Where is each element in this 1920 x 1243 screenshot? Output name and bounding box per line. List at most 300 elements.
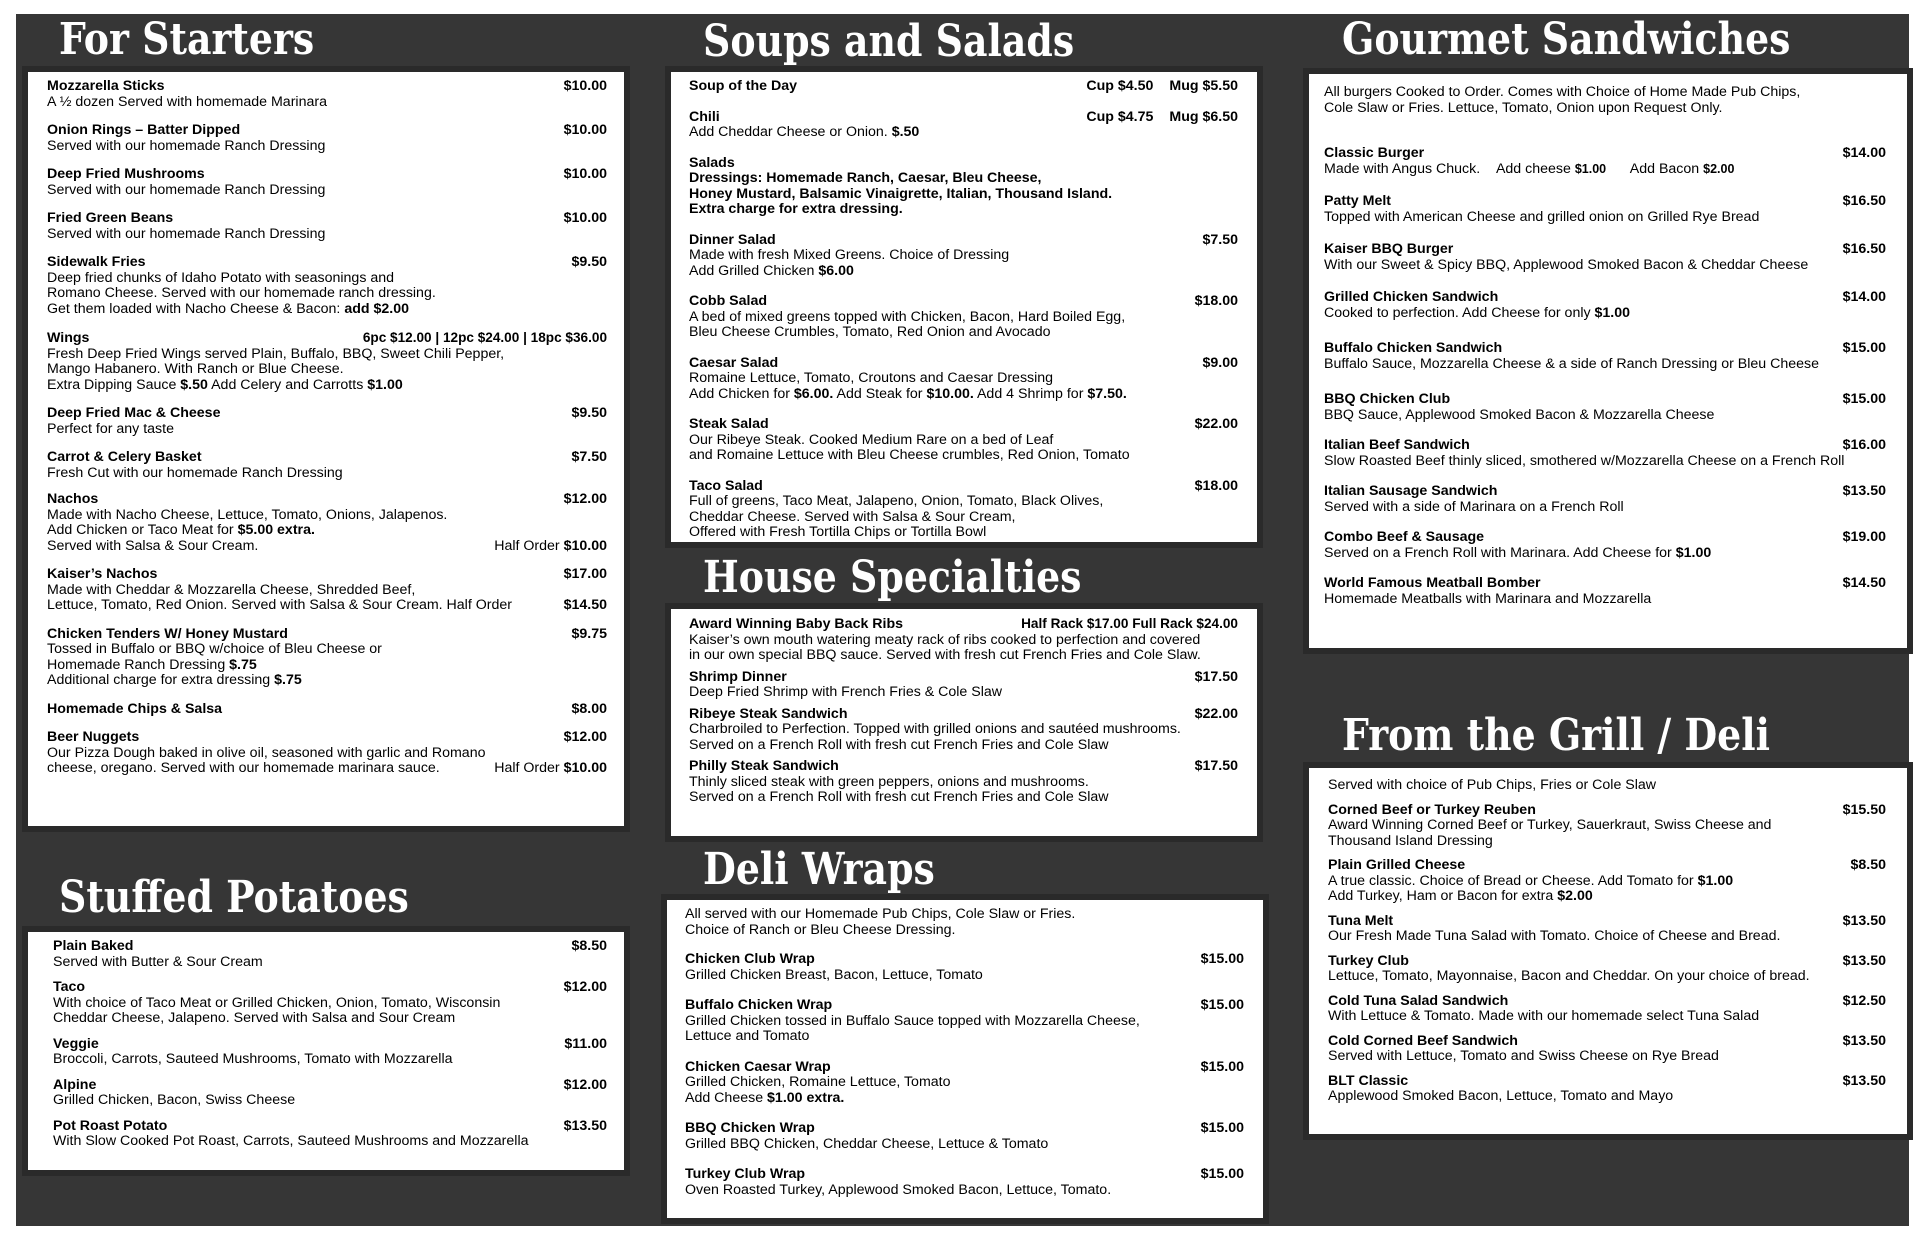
menu-item <box>685 1121 1244 1152</box>
grill-panel <box>1309 768 1907 1134</box>
item-description: Served with our homemade Ranch Dressing <box>47 181 326 198</box>
item-row <box>689 707 1238 723</box>
item-description-line <box>53 1052 607 1068</box>
half-order-label: Half Order <box>494 760 560 776</box>
item-price: $13.50 <box>1842 912 1886 929</box>
item-name: Plain Grilled Cheese <box>1328 857 1466 873</box>
item-price: $13.50 <box>1842 1072 1886 1089</box>
menu-item <box>1328 914 1886 945</box>
item-row <box>47 492 607 508</box>
item-description-line <box>47 95 607 111</box>
section-title-potatoes: Stuffed Potatoes <box>59 872 409 923</box>
menu-item <box>47 123 607 154</box>
item-name: Nachos <box>47 491 99 507</box>
item-addon-price: $1.00 <box>367 376 403 393</box>
item-price: $10.00 <box>563 210 607 226</box>
item-name: Sidewalk Fries <box>47 254 146 270</box>
sandwiches-panel <box>1309 74 1907 648</box>
item-row <box>1324 484 1886 500</box>
menu-item <box>47 211 607 242</box>
soups-panel <box>671 72 1257 542</box>
soup-of-day-row <box>689 79 1238 95</box>
item-description: Buffalo Sauce, Mozzarella Cheese & a side of Ranch Dressing or Bleu Cheese <box>1324 355 1819 372</box>
item-description: BBQ Sauce, Applewood Smoked Bacon & Mozzarella Cheese <box>1324 406 1715 423</box>
item-description: Topped with American Cheese and grilled onion on Grilled Rye Bread <box>1324 208 1760 225</box>
section-title-wraps: Deli Wraps <box>703 844 935 895</box>
item-name: Award Winning Baby Back Ribs <box>689 616 904 632</box>
sandwiches-intro: All burgers Cooked to Order. Comes with Choice of Home Made Pub Chips, Cole Slaw or Fries. Lettuce, Tomato, Onion upon Request Only. <box>1324 84 1801 116</box>
item-price: $15.50 <box>1842 801 1886 818</box>
item-description: Slow Roasted Beef thinly sliced, smothered w/Mozzarella Cheese on a French Roll <box>1324 452 1845 469</box>
item-description: Served with a side of Marinara on a French Roll <box>1324 498 1624 515</box>
item-name: Shrimp Dinner <box>689 668 787 685</box>
item-price: $8.50 <box>571 938 607 954</box>
item-row <box>689 479 1238 495</box>
item-price: $17.00 <box>563 566 607 582</box>
item-description: Grilled Chicken Breast, Bacon, Lettuce, Tomato <box>685 966 983 983</box>
item-description: Award Winning Corned Beef or Turkey, Sauerkraut, Swiss Cheese and Thousand Island Dressing <box>1328 817 1772 849</box>
item-addon-line <box>47 658 607 674</box>
item-addon: Add Chicken for <box>689 385 790 402</box>
item-name: BBQ Chicken Club <box>1324 391 1451 407</box>
menu-item <box>1324 392 1886 423</box>
item-row <box>47 255 607 271</box>
chili-item <box>689 110 1238 141</box>
item-addon: Homemade Ranch Dressing <box>47 656 226 673</box>
item-description-line <box>47 227 607 243</box>
item-description: Fresh Cut with our homemade Ranch Dressing <box>47 464 343 481</box>
item-name: Patty Melt <box>1324 193 1392 209</box>
item-description-line <box>47 271 607 302</box>
menu-item <box>689 233 1238 280</box>
item-price: $15.00 <box>1200 1058 1244 1075</box>
item-price: $22.00 <box>1194 416 1238 432</box>
item-description-line <box>1324 592 1886 608</box>
item-name: Carrot & Celery Basket <box>47 449 202 465</box>
item-description-line <box>1324 357 1886 373</box>
menu-item <box>1328 1074 1886 1105</box>
item-description-line <box>1328 874 1886 890</box>
item-name: Buffalo Chicken Wrap <box>685 997 833 1013</box>
item-addon-price: $6.00. <box>793 385 834 402</box>
item-row <box>1324 392 1886 408</box>
item-row <box>47 79 607 95</box>
menu-item <box>47 567 607 614</box>
item-description-line <box>689 685 1238 701</box>
item-price: $12.50 <box>1842 992 1886 1009</box>
item-price: $13.50 <box>1842 1032 1886 1049</box>
item-name: Ribeye Steak Sandwich <box>689 705 848 722</box>
menu-item <box>1324 194 1886 225</box>
item-name: Fried Green Beans <box>47 210 174 226</box>
item-name: Italian Sausage Sandwich <box>1324 483 1498 499</box>
item-price: $16.00 <box>1842 437 1886 453</box>
item-description-line <box>689 310 1238 341</box>
item-description: Made with Nacho Cheese, Lettuce, Tomato, Onions, Jalapenos. <box>47 506 448 523</box>
item-description-line <box>1328 969 1886 985</box>
item-row <box>47 167 607 183</box>
item-addon-line <box>1328 889 1886 905</box>
item-row <box>685 1167 1244 1183</box>
item-description: Oven Roasted Turkey, Applewood Smoked Bacon, Lettuce, Tomato. <box>685 1181 1112 1198</box>
item-addon-price: $2.00 <box>1557 888 1593 904</box>
item-row <box>689 670 1238 686</box>
wraps-intro: All served with our Homemade Pub Chips, Cole Slaw or Fries. Choice of Ranch or Bleu Cheese Dressing. <box>685 906 1076 938</box>
menu-item <box>1328 994 1886 1025</box>
item-description-line <box>47 422 607 438</box>
item-name: Taco <box>53 979 86 995</box>
item-description: Broccoli, Carrots, Sauteed Mushrooms, Tomato with Mozzarella <box>53 1051 453 1067</box>
menu-board <box>16 14 1909 1226</box>
item-row <box>1324 438 1886 454</box>
item-description: Served with our homemade Ranch Dressing <box>47 137 326 154</box>
item-description-line <box>1324 306 1886 322</box>
item-row <box>47 627 607 643</box>
section-title-soups: Soups and Salads <box>703 16 1075 67</box>
item-description: With our Sweet & Spicy BBQ, Applewood Smoked Bacon & Cheddar Cheese <box>1324 256 1809 273</box>
item-description: Grilled Chicken, Bacon, Swiss Cheese <box>53 1092 296 1108</box>
item-description: Made with Cheddar & Mozzarella Cheese, Shredded Beef, <box>47 581 416 598</box>
item-description: cheese, oregano. Served with our homemade marinara sauce. <box>47 760 440 776</box>
item-addon-price: $6.00 <box>818 262 854 279</box>
item-row <box>1328 803 1886 819</box>
menu-item <box>1328 1034 1886 1065</box>
item-price: $17.50 <box>1194 668 1238 685</box>
item-price: $8.00 <box>571 700 607 717</box>
menu-item <box>47 627 607 689</box>
item-addon: Additional charge for extra dressing <box>47 672 271 688</box>
item-price: $7.50 <box>571 449 607 465</box>
item-description: With choice of Taco Meat or Grilled Chicken, Onion, Tomato, Wisconsin Cheddar Cheese, Jalapeno. Served with Salsa and Sour Cream <box>53 994 501 1026</box>
menu-item <box>689 616 1238 664</box>
item-addon-price: $.75 <box>274 672 302 688</box>
item-row <box>1324 242 1886 258</box>
item-half-line <box>47 598 607 614</box>
item-description: With Slow Cooked Pot Roast, Carrots, Sauteed Mushrooms and Mozzarella <box>53 1133 529 1149</box>
item-row <box>689 616 1238 633</box>
specialties-panel <box>671 609 1257 836</box>
item-description: Cooked to perfection. Add Cheese for only <box>1324 304 1591 321</box>
item-price: $15.00 <box>1200 1120 1244 1136</box>
menu-item <box>1328 858 1886 905</box>
item-description: Deep fried chunks of Idaho Potato with seasonings and Romano Cheese. Served with our homemade ranch dressing. <box>47 269 436 301</box>
wraps-panel <box>667 900 1263 1218</box>
item-description-line <box>47 642 607 658</box>
item-row <box>1324 290 1886 306</box>
menu-item <box>47 330 607 393</box>
item-description-line <box>53 1093 607 1109</box>
menu-item <box>689 759 1238 806</box>
item-description: Grilled Chicken tossed in Buffalo Sauce topped with Mozzarella Cheese, Lettuce and Tomato <box>685 1012 1140 1044</box>
item-description-line <box>689 722 1238 753</box>
item-name: Soup of the Day <box>689 78 797 94</box>
half-order-label: Half Order <box>494 537 560 554</box>
item-row <box>689 417 1238 433</box>
item-row <box>689 294 1238 310</box>
item-row <box>1324 576 1886 592</box>
item-name: Deep Fried Mac & Cheese <box>47 405 221 421</box>
item-addon: Add Grilled Chicken <box>689 262 815 279</box>
menu-item <box>1324 146 1886 177</box>
item-row <box>53 1119 607 1135</box>
menu-item <box>1324 484 1886 515</box>
item-addon: Add Steak for <box>836 385 923 402</box>
item-addon: Add Chicken or Taco Meat for <box>47 522 234 538</box>
item-addon-price: $.50 <box>891 124 920 140</box>
item-addon-line <box>47 523 607 539</box>
item-addon: Add 4 Shrimp for <box>976 385 1084 402</box>
item-price: 6pc $12.00 | 12pc $24.00 | 18pc $36.00 <box>362 330 607 345</box>
item-description: Homemade Meatballs with Marinara and Mozzarella <box>1324 590 1652 607</box>
item-name: Onion Rings – Batter Dipped <box>47 122 241 138</box>
item-price: $9.00 <box>1202 354 1238 371</box>
menu-item <box>689 294 1238 341</box>
item-price: $18.00 <box>1194 477 1238 494</box>
item-name: Salads <box>689 154 735 171</box>
item-half-line <box>47 539 607 555</box>
item-price: $13.50 <box>1842 483 1886 499</box>
item-addon-price: $.75 <box>229 656 257 673</box>
item-row <box>1328 954 1886 970</box>
caesar-addons <box>689 387 1238 403</box>
item-name: Cold Tuna Salad Sandwich <box>1328 992 1509 1009</box>
item-description-line <box>47 139 607 155</box>
item-description-line <box>685 1014 1244 1045</box>
item-description-line <box>1328 1049 1886 1065</box>
half-order-price: $14.50 <box>563 597 607 613</box>
item-price: Cup $4.50 <box>1086 78 1154 94</box>
item-name: Kaiser’s Nachos <box>47 566 158 582</box>
item-name: Pot Roast Potato <box>53 1117 168 1134</box>
addon-cheese-label: Add cheese <box>1495 160 1571 177</box>
menu-item <box>689 707 1238 754</box>
item-price: $9.50 <box>571 405 607 421</box>
menu-item <box>47 450 607 481</box>
item-addon-line <box>47 673 607 689</box>
item-description: Lettuce, Tomato, Red Onion. Served with Salsa & Sour Cream. Half Order <box>47 597 512 613</box>
item-name: Turkey Club <box>1328 952 1409 969</box>
item-name: Italian Beef Sandwich <box>1324 437 1470 453</box>
item-addon-price: $.50 <box>180 376 208 393</box>
item-description-line <box>1324 408 1886 424</box>
item-name: Steak Salad <box>689 416 769 432</box>
menu-item <box>47 406 607 437</box>
item-description-line <box>47 466 607 482</box>
dressings-list: Dressings: Homemade Ranch, Caesar, Bleu Cheese, Honey Mustard, Balsamic Vinaigrette, Italian, Thousand Island. Extra charge for extra dressing. <box>689 170 1113 217</box>
item-description-line <box>47 183 607 199</box>
item-description-line <box>689 433 1238 464</box>
item-description-line <box>1324 210 1886 226</box>
item-row <box>1328 1034 1886 1050</box>
menu-item <box>53 980 607 1027</box>
item-row <box>685 952 1244 968</box>
menu-item <box>685 1167 1244 1198</box>
item-row <box>53 1037 607 1053</box>
menu-item <box>53 1119 607 1150</box>
item-addon-price: $5.00 extra. <box>237 522 315 538</box>
item-name: Corned Beef or Turkey Reuben <box>1328 801 1536 818</box>
item-description: A ½ dozen Served with homemade Marinara <box>47 93 327 110</box>
item-addon-line <box>47 378 607 394</box>
item-description-line <box>1324 454 1886 470</box>
item-price: $7.50 <box>1202 231 1238 248</box>
item-price: $15.00 <box>1200 997 1244 1013</box>
item-description-line <box>685 968 1244 984</box>
item-description-line <box>1328 1089 1886 1105</box>
item-addon-price: $1.00 extra. <box>767 1089 845 1106</box>
item-description-line <box>53 955 607 971</box>
grill-intro: Served with choice of Pub Chips, Fries or Cole Slaw <box>1328 777 1657 793</box>
item-row <box>689 759 1238 775</box>
item-description-line <box>685 1183 1244 1199</box>
item-price: $12.00 <box>563 979 607 995</box>
item-half-line <box>47 761 607 777</box>
item-description-line <box>689 248 1238 264</box>
item-description-line <box>1324 500 1886 516</box>
item-description: Deep Fried Shrimp with French Fries & Cole Slaw <box>689 684 1003 700</box>
item-description-line <box>689 775 1238 806</box>
item-price: $10.00 <box>563 78 607 94</box>
menu-item <box>685 1060 1244 1107</box>
item-name: Tuna Melt <box>1328 912 1394 929</box>
item-description-line <box>685 1137 1244 1153</box>
item-row <box>53 980 607 996</box>
item-row <box>47 702 607 718</box>
menu-item <box>1328 954 1886 985</box>
half-order-price: $10.00 <box>563 760 607 776</box>
menu-item <box>1324 530 1886 561</box>
item-row <box>47 330 607 347</box>
menu-item <box>47 167 607 198</box>
addon-bacon-label: Add Bacon <box>1629 160 1700 177</box>
item-name: Buffalo Chicken Sandwich <box>1324 340 1503 356</box>
item-description-line <box>689 371 1238 387</box>
item-price: $13.50 <box>1842 952 1886 969</box>
item-row <box>53 939 607 955</box>
addon-cheese-price: $1.00 <box>1574 161 1607 176</box>
item-name: Classic Burger <box>1324 145 1425 161</box>
item-row <box>47 450 607 466</box>
item-price: $9.75 <box>571 625 607 642</box>
menu-item <box>689 417 1238 464</box>
item-addon-line <box>685 1091 1244 1107</box>
item-description: Kaiser’s own mouth watering meaty rack of ribs cooked to perfection and covered in our own special BBQ sauce. Served with fresh cut French Fries and Cole Slaw. <box>689 631 1201 663</box>
item-price: $17.50 <box>1194 758 1238 774</box>
item-name: Mozzarella Sticks <box>47 78 165 94</box>
item-price: $18.00 <box>1194 293 1238 309</box>
item-row <box>53 1078 607 1094</box>
item-addon-line <box>689 264 1238 280</box>
item-name: Beer Nuggets <box>47 729 140 745</box>
item-description-line <box>53 996 607 1027</box>
item-name: Alpine <box>53 1076 97 1093</box>
item-price: $12.00 <box>563 491 607 507</box>
item-description: A bed of mixed greens topped with Chicken, Bacon, Hard Boiled Egg, Bleu Cheese Crumbles, Tomato, Red Onion and Avocado <box>689 308 1126 340</box>
item-price: Mug $6.50 <box>1169 108 1238 125</box>
item-description: Add Cheddar Cheese or Onion. <box>689 124 888 140</box>
menu-item <box>689 670 1238 701</box>
item-addon-price: $10.00. <box>926 385 974 402</box>
item-row <box>47 211 607 227</box>
item-name: Chili <box>689 108 720 125</box>
item-name: Veggie <box>53 1035 99 1052</box>
item-row <box>47 567 607 583</box>
item-description: Grilled BBQ Chicken, Cheddar Cheese, Lettuce & Tomato <box>685 1135 1049 1152</box>
item-row <box>47 406 607 422</box>
menu-item <box>689 479 1238 541</box>
item-row <box>1324 530 1886 546</box>
item-addon-line <box>47 302 607 318</box>
item-row <box>689 356 1238 372</box>
addon-bacon-price: $2.00 <box>1703 161 1735 176</box>
item-price: $14.00 <box>1842 145 1886 161</box>
item-description: Lettuce, Tomato, Mayonnaise, Bacon and Cheddar. On your choice of bread. <box>1328 968 1810 984</box>
item-row <box>1328 1074 1886 1090</box>
item-name: Chicken Tenders W/ Honey Mustard <box>47 625 288 642</box>
item-name: World Famous Meatball Bomber <box>1324 575 1541 591</box>
item-description: Served with Lettuce, Tomato and Swiss Cheese on Rye Bread <box>1328 1048 1719 1064</box>
menu-item <box>1324 341 1886 372</box>
item-name: Grilled Chicken Sandwich <box>1324 289 1499 305</box>
item-name: BBQ Chicken Wrap <box>685 1120 815 1136</box>
item-price: $15.00 <box>1200 951 1244 967</box>
item-price: $16.50 <box>1842 193 1886 209</box>
menu-item <box>1328 803 1886 850</box>
item-description-line <box>47 508 607 524</box>
item-name: Combo Beef & Sausage <box>1324 529 1485 545</box>
item-description-line <box>47 746 607 762</box>
item-price: $15.00 <box>1842 340 1886 356</box>
item-price: $19.00 <box>1842 529 1886 545</box>
salads-header <box>689 156 1238 218</box>
item-price: $14.00 <box>1842 289 1886 305</box>
item-description-line <box>1324 258 1886 274</box>
item-description-line <box>1328 929 1886 945</box>
item-description-line <box>47 347 607 378</box>
item-description: Our Pizza Dough baked in olive oil, seasoned with garlic and Romano <box>47 744 486 761</box>
item-description: Made with Angus Chuck. <box>1324 160 1481 177</box>
item-addon: Add Cheese <box>685 1089 764 1106</box>
menu-item <box>47 492 607 554</box>
item-description: Perfect for any taste <box>47 420 174 437</box>
item-price: $12.00 <box>563 729 607 745</box>
item-row <box>1324 194 1886 210</box>
menu-item <box>1324 576 1886 607</box>
item-price: $14.50 <box>1842 575 1886 591</box>
item-description-line <box>53 1134 607 1150</box>
item-description: Applewood Smoked Bacon, Lettuce, Tomato and Mayo <box>1328 1088 1674 1104</box>
item-description: Served with Salsa & Sour Cream. <box>47 537 259 554</box>
item-row <box>685 998 1244 1014</box>
item-name: Wings <box>47 330 90 346</box>
item-addon-price: $1.00 <box>1675 544 1712 561</box>
item-price: $22.00 <box>1194 705 1238 722</box>
item-addon: Add Turkey, Ham or Bacon for extra <box>1328 888 1554 904</box>
item-description-line <box>1328 818 1886 849</box>
item-name: Chicken Club Wrap <box>685 951 815 967</box>
item-description: Served with Butter & Sour Cream <box>53 953 263 970</box>
item-description: Tossed in Buffalo or BBQ w/choice of Bleu Cheese or <box>47 641 382 657</box>
half-order-price: $10.00 <box>563 537 607 554</box>
item-description: Made with fresh Mixed Greens. Choice of Dressing <box>689 247 1010 263</box>
item-price: $13.50 <box>563 1117 607 1134</box>
menu-item <box>47 702 607 718</box>
item-name: Taco Salad <box>689 477 763 494</box>
menu-item <box>53 939 607 970</box>
item-price: $12.00 <box>563 1076 607 1093</box>
item-name: Cobb Salad <box>689 293 768 309</box>
starters-panel <box>28 72 624 826</box>
